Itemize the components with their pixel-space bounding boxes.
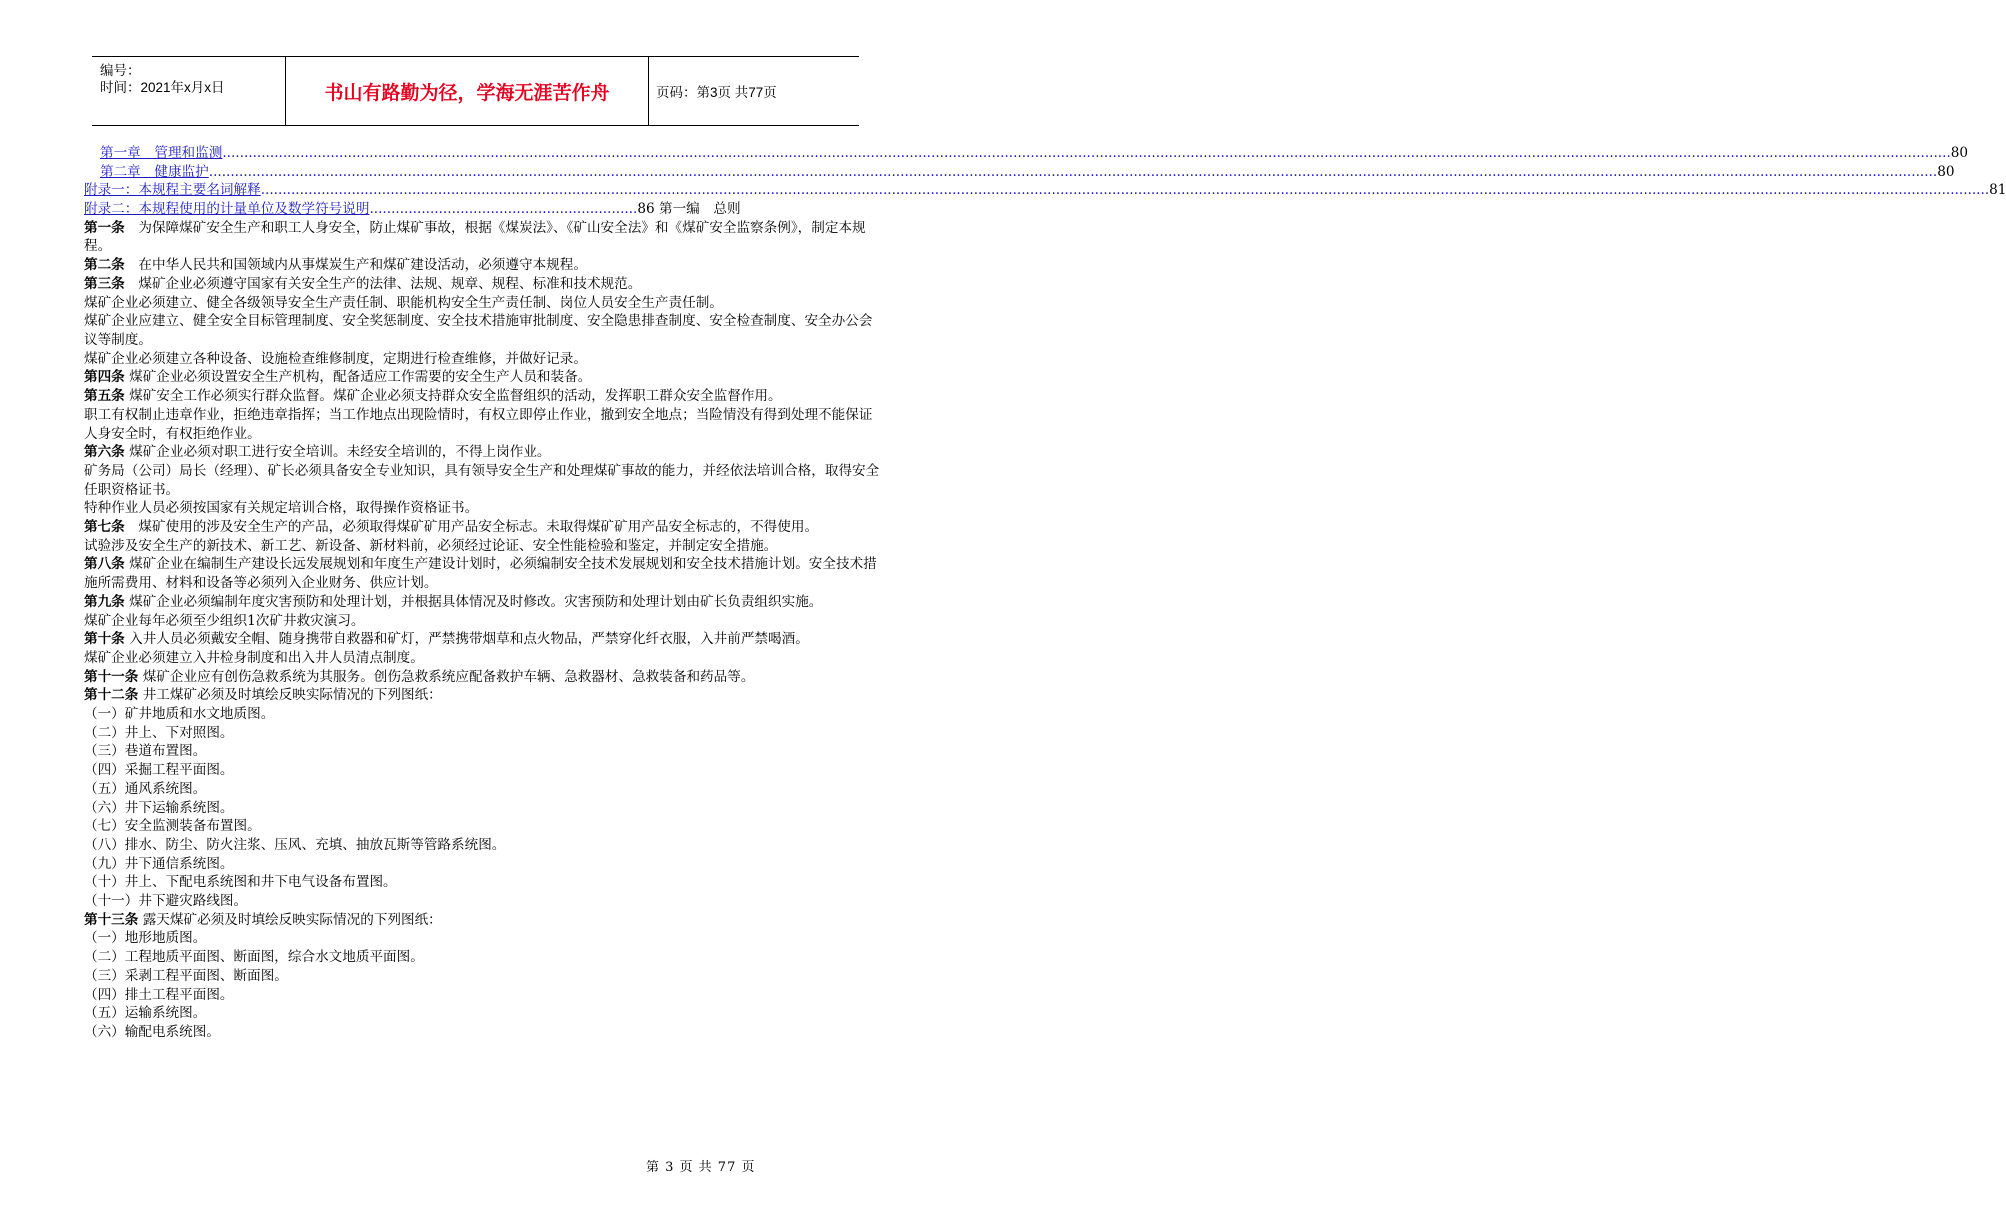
article-paragraph	[84, 668, 884, 687]
paragraph-text: 煤矿使用的涉及安全生产的产品，必须取得煤矿矿用产品安全标志。未取得煤矿矿用产品安全标志的，不得使用。	[124, 519, 819, 536]
header-page-info: 页码：第3页 共77页	[656, 85, 777, 100]
article-number: 第十二条	[84, 687, 139, 704]
paragraph-text: 煤矿企业应建立、健全安全目标管理制度、安全奖惩制度、安全技术措施审批制度、安全隐患排查制度、安全检查制度、安全办公会议等制度。	[84, 313, 873, 348]
paragraph-text: 矿务局（公司）局长（经理）、矿长必须具备安全专业知识，具有领导安全生产和处理煤矿事故的能力，并经依法培训合格，取得安全任职资格证书。	[84, 462, 880, 498]
article-number: 第九条	[84, 593, 125, 610]
time-label: 时间：2021年x月x日	[100, 80, 225, 95]
list-item: （七）安全监测装备布置图。	[84, 818, 261, 835]
body-paragraph	[84, 350, 884, 369]
body-paragraph	[84, 612, 884, 631]
list-item: （八）排水、防尘、防火注浆、压风、充填、抽放瓦斯等管路系统图。	[84, 836, 506, 853]
page-footer: 第 3 页 共 77 页	[646, 1160, 756, 1175]
toc-page-number: 81	[1989, 182, 2006, 199]
paragraph-text: 为保障煤矿安全生产和职工人身安全，防止煤矿事故，根据《煤炭法》、《矿山安全法》和《煤矿安全监察条例》，制定本规程。	[84, 219, 866, 255]
article-paragraph	[84, 686, 884, 705]
article-paragraphs	[84, 219, 884, 1042]
article-paragraph	[84, 518, 884, 537]
list-item: （六）输配电系统图。	[84, 1024, 220, 1040]
body-paragraph	[84, 462, 884, 499]
toc-entry[interactable]	[84, 144, 1969, 163]
header-left-cell	[92, 57, 285, 125]
article-number: 第一条	[84, 219, 125, 236]
list-item: （三）采剥工程平面图、断面图。	[84, 967, 288, 984]
list-item: （三）巷道布置图。	[84, 743, 207, 760]
paragraph-text: 在中华人民共和国领域内从事煤炭生产和煤矿建设活动，必须遵守本规程。	[124, 257, 587, 274]
toc-leader-dots: ................................................................................................................................................................................................................................................................................................................................................................................................................	[260, 182, 1990, 199]
article-paragraph	[84, 256, 884, 275]
table-of-contents	[84, 144, 2006, 219]
paragraph-text: 煤矿企业在编制生产建设长远发展规划和年度生产建设计划时，必须编制安全技术发展规划和安全技术措施计划。安全技术措施所需费用、材料和设备等必须列入企业财务、供应计划。	[84, 556, 877, 592]
paragraph-text: 煤矿安全工作必须实行群众监督。煤矿企业必须支持群众安全监督组织的活动，发挥职工群众安全监督作用。	[124, 388, 782, 405]
paragraph-text: 煤矿企业必须对职工进行安全培训。未经安全培训的，不得上岗作业。	[124, 444, 551, 461]
body-paragraph	[84, 537, 884, 556]
article-paragraph	[84, 387, 884, 406]
toc-link[interactable]: 附录二：本规程使用的计量单位及数学符号说明	[84, 201, 370, 218]
paragraph-text: 煤矿企业必须建立各种设备、设施检查维修制度，定期进行检查维修，并做好记录。	[84, 350, 587, 367]
list-item: （五）通风系统图。	[84, 780, 207, 797]
list-item: （四）排土工程平面图。	[84, 986, 234, 1003]
body-paragraph	[84, 499, 884, 518]
paragraph-text: 煤矿企业必须编制年度灾害预防和处理计划，并根据具体情况及时修改。灾害预防和处理计划由矿长负责组织实施。	[124, 593, 823, 610]
article-paragraph	[84, 219, 884, 256]
toc-leader-dots: ................................................................................................................................................................................................................................................................................................................................................................................................................	[222, 145, 1951, 161]
article-paragraph	[84, 555, 884, 592]
paragraph-text: 煤矿企业应有创伤急救系统为其服务。创伤急救系统应配备救护车辆、急救器材、急救装备和药品等。	[138, 668, 755, 685]
article-paragraph	[84, 443, 884, 462]
paragraph-text: 职工有权制止违章作业，拒绝违章指挥；当工作地点出现险情时，有权立即停止作业，撤到安全地点；当险情没有得到处理不能保证人身安全时，有权拒绝作业。	[84, 406, 873, 442]
list-item: （九）井下通信系统图。	[84, 855, 234, 872]
number-label: 编号：	[100, 63, 141, 78]
article-number: 第四条	[84, 369, 125, 386]
list-item: （五）运输系统图。	[84, 1005, 207, 1022]
article-number: 第八条	[84, 556, 125, 573]
list-item: （十一）井下避灾路线图。	[84, 893, 248, 910]
paragraph-text: 煤矿企业必须遵守国家有关安全生产的法律、法规、规章、规程、标准和技术规范。	[124, 275, 642, 292]
article-number: 第十一条	[84, 668, 139, 685]
toc-page-number: 80	[1950, 145, 1969, 161]
article-number: 第六条	[84, 444, 125, 461]
article-number: 第十三条	[84, 911, 139, 928]
article-paragraph	[84, 593, 884, 612]
list-item: （一）矿井地质和水文地质图。	[84, 706, 275, 723]
toc-link[interactable]: 第二章 健康监护	[100, 163, 209, 180]
article-paragraph	[84, 368, 884, 387]
toc-leader-dots: ..............................................................	[369, 201, 638, 218]
toc-link[interactable]: 附录一：本规程主要名词解释	[84, 182, 261, 199]
article-number: 第十条	[84, 631, 125, 648]
list-item: （二）工程地质平面图、断面图，综合水文地质平面图。	[84, 949, 424, 966]
article-paragraph	[84, 911, 884, 930]
list-item: （四）采掘工程平面图。	[84, 762, 234, 779]
paragraph-text: 试验涉及安全生产的新技术、新工艺、新设备、新材料前，必须经过论证、安全性能检验和鉴定，并制定安全措施。	[84, 537, 778, 554]
paragraph-text: 露天煤矿必须及时填绘反映实际情况的下列图纸：	[138, 911, 442, 928]
article-paragraph	[84, 630, 884, 649]
body-paragraph	[84, 649, 884, 668]
header-motto: 书山有路勤为径，学海无涯苦作舟	[285, 57, 649, 125]
toc-entry[interactable]	[84, 163, 1955, 182]
article-number: 第五条	[84, 388, 125, 405]
body-paragraph	[84, 312, 884, 349]
toc-page-and-part-title: 86 第一编 总则	[637, 201, 741, 218]
page-header	[92, 56, 859, 126]
body-paragraph	[84, 406, 884, 443]
article-number: 第七条	[84, 519, 125, 536]
toc-entry[interactable]	[84, 181, 2006, 200]
list-item: （二）井上、下对照图。	[84, 724, 234, 741]
article-paragraph	[84, 275, 884, 294]
article-number: 第三条	[84, 275, 125, 292]
body-paragraph	[84, 294, 884, 313]
paragraph-text: 入井人员必须戴安全帽、随身携带自救器和矿灯，严禁携带烟草和点火物品，严禁穿化纤衣服，入井前严禁喝酒。	[124, 631, 809, 648]
toc-entry[interactable]	[84, 200, 884, 219]
toc-page-number: 80	[1937, 163, 1955, 180]
toc-leader-dots: ................................................................................................................................................................................................................................................................................................................................................................................................................	[208, 163, 1938, 180]
paragraph-text: 特种作业人员必须按国家有关规定培训合格，取得操作资格证书。	[84, 500, 479, 517]
paragraph-text: 井工煤矿必须及时填绘反映实际情况的下列图纸：	[138, 687, 442, 704]
document-body	[84, 144, 2006, 1042]
paragraph-text: 煤矿企业必须建立、健全各级领导安全生产责任制、职能机构安全生产责任制、岗位人员安全生产责任制。	[84, 294, 723, 311]
list-item: （十）井上、下配电系统图和井下电气设备布置图。	[84, 874, 397, 891]
article-number: 第二条	[84, 257, 125, 274]
toc-link[interactable]: 第一章 管理和监测	[100, 145, 223, 161]
paragraph-text: 煤矿企业每年必须至少组织1次矿井救灾演习。	[84, 612, 365, 629]
paragraph-text: 煤矿企业必须建立入井检身制度和出入井人员清点制度。	[84, 649, 424, 666]
list-item: （六）井下运输系统图。	[84, 799, 234, 816]
list-item: （一）地形地质图。	[84, 930, 207, 947]
paragraph-text: 煤矿企业必须设置安全生产机构，配备适应工作需要的安全生产人员和装备。	[124, 369, 592, 386]
